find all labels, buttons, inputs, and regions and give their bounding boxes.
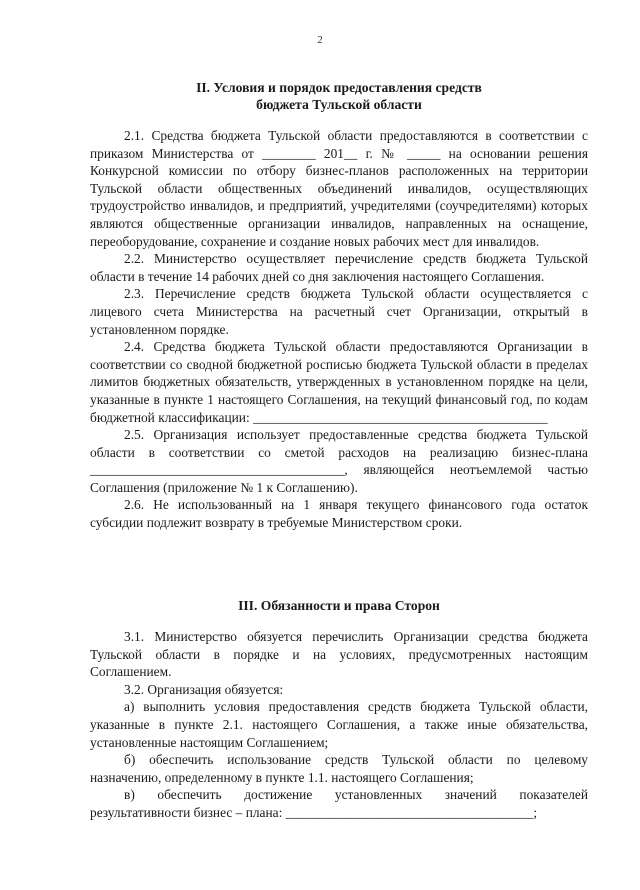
paragraph-2-5: 2.5. Организация использует предоставленные средства бюджета Тульской области в соответствии со сметой расходов на реализацию бизнес-плана ______________________________________, являющейся неотъемлемой частью Соглашения (приложение № 1 к Соглашению). [90,427,588,495]
section-3-heading [90,597,588,614]
paragraph-3-2: 3.2. Организация обязуется: [124,681,284,697]
section-3-body [90,628,588,822]
paragraph-2-2: 2.2. Министерство осуществляет перечисление средств бюджета Тульской области в течение 14 рабочих дней со дня заключения настоящего Соглашения. [90,251,588,284]
paragraph-2-4: 2.4. Средства бюджета Тульской области предоставляются Организации в соответствии со сводной бюджетной росписью бюджета Тульской области в пределах лимитов бюджетных обязательств, утвержденных в установленном порядке на цели, указанные в пункте 1 настоящего Соглашения, на текущий финансовый год, по кодам бюджетной классификации: ____________________________________________ [90,339,588,425]
paragraph-3-2-a: а) выполнить условия предоставления средств бюджета Тульской области, указанные в пункте 2.1. настоящего Соглашения, а также иные обязательства, установленные настоящим Соглашением; [90,699,588,750]
paragraph-3-2-b: б) обеспечить использование средств Тульской области по целевому назначению, определенному в пункте 1.1. настоящего Соглашения; [90,752,588,785]
section-2-title-line1: II. Условия и порядок предоставления средств [196,80,482,95]
paragraph-2-3: 2.3. Перечисление средств бюджета Тульской области осуществляется с лицевого счета Министерства на расчетный счет Организации, открытый в установленном порядке. [90,286,588,337]
paragraph-3-1: 3.1. Министерство обязуется перечислить Организации средства бюджета Тульской области в порядке и на условиях, предусмотренных настоящим Соглашением. [90,629,588,680]
page-number: 2 [317,34,323,46]
section-2-title-line2: бюджета Тульской области [256,97,422,112]
section-2-body [90,127,588,532]
section-3-title: III. Обязанности и права Сторон [238,598,440,613]
paragraph-2-6: 2.6. Не использованный на 1 января текущего финансового года остаток субсидии подлежит возврату в требуемые Министерством сроки. [90,497,588,531]
section-2-heading [90,79,588,113]
paragraph-2-1: 2.1. Средства бюджета Тульской области предоставляются в соответствии с приказом Министерства от ________ 201__ г. № _____ на основании решения Конкурсной комиссии по отбору бизнес-планов расположенных на территории Тульской области общественных объединений инвалидов, осуществляющих трудоустройство инвалидов, и предприятий, учредителями (соучредителями) которых являются общественные организации инвалидов, направленных на оснащение, переоборудование, сохранение и создание новых рабочих мест для инвалидов. [90,128,588,249]
paragraph-3-2-v: в) обеспечить достижение установленных значений показателей результативности бизнес – плана: _____________________________________; [90,787,588,820]
